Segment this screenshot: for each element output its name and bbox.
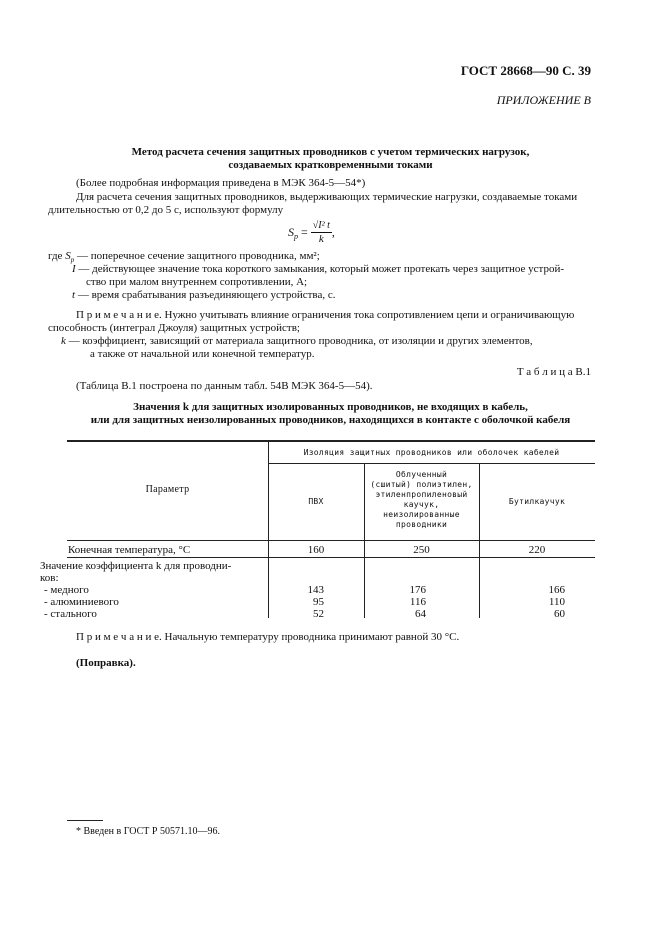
row-k-label-line1: Значение коэффициента k для проводни- xyxy=(40,560,232,572)
steel-pvc: 52 xyxy=(313,608,324,620)
note1-line2: способность (интеграл Джоуля) защитных устройств; xyxy=(48,322,300,334)
table-group-rule xyxy=(268,463,595,464)
note2-label: П р и м е ч а н и е. xyxy=(76,631,162,643)
param-header: Параметр xyxy=(145,484,190,495)
col-header-pe xyxy=(364,470,479,530)
table-source: (Таблица В.1 построена по данным табл. 54В МЭК 364-5—54). xyxy=(76,380,373,392)
table-title-line2: или для защитных неизолированных проводников, находящихся в контакте с оболочкой кабеля xyxy=(90,414,571,426)
intro-paragraph-line1: Для расчета сечения защитных проводников, выдерживающих термические нагрузки, создаваемые токами xyxy=(76,191,578,203)
where-i-line2: ство при малом внутреннем сопротивлении, А; xyxy=(86,276,308,288)
copper-pvc: 143 xyxy=(307,584,324,596)
row-copper-label: - медного xyxy=(44,584,89,596)
where-t-text: — время срабатывания разъединяющего устройства, с. xyxy=(77,289,336,301)
appendix-label: ПРИЛОЖЕНИЕ В xyxy=(496,93,591,107)
formula-lhs: S xyxy=(288,224,294,239)
col-header-pe-line6: проводники xyxy=(395,520,448,529)
where-s-symbol: S xyxy=(65,250,71,262)
col-header-pe-line3: этиленпропиленовый xyxy=(375,490,468,499)
col-header-pe-line4: каучук, xyxy=(403,500,440,509)
row-aluminium-label: - алюминиевого xyxy=(44,596,119,608)
where-t-line xyxy=(72,289,336,302)
copper-butyl: 166 xyxy=(548,584,565,596)
formula-subscript: p xyxy=(294,232,298,242)
col-header-pe-line1: Облученный xyxy=(395,470,448,479)
table-top-rule xyxy=(67,440,595,442)
formula-numerator: √I² t xyxy=(312,220,330,231)
footnote: * Введен в ГОСТ Р 50571.10—96. xyxy=(76,826,220,837)
k-definition-text: — коэффициент, зависящий от материала защитного проводника, от изоляции и других элементов, xyxy=(68,335,533,347)
note1-label: П р и м е ч а н и е. xyxy=(76,309,162,321)
table-row-rule xyxy=(67,557,595,558)
table-label: Т а б л и ц а В.1 xyxy=(516,366,591,378)
row-k-label-line2: ков: xyxy=(40,572,59,584)
table-header-rule xyxy=(67,540,595,541)
note2-text: Начальную температуру проводника принимают равной 30 °С. xyxy=(164,631,460,643)
amendment: (Поправка). xyxy=(76,657,136,669)
aluminium-butyl: 110 xyxy=(548,596,565,608)
formula-denominator: k xyxy=(318,233,324,245)
where-i-text: — действующее значение тока короткого замыкания, который может протекать через защитное устрой- xyxy=(78,263,565,275)
where-t-symbol: t xyxy=(72,289,76,301)
row-steel-label: - стального xyxy=(44,608,97,620)
formula xyxy=(288,220,335,246)
copper-pe: 176 xyxy=(409,584,426,596)
where-i-symbol: I xyxy=(72,263,76,275)
note1-line1 xyxy=(76,309,574,322)
note1-text: Нужно учитывать влияние ограничения тока сопротивлением цепи и ограничивающую xyxy=(164,309,575,321)
steel-pe: 64 xyxy=(415,608,426,620)
footnote-rule xyxy=(67,820,103,821)
col-header-pe-line2: (сшитый) полиэтилен, xyxy=(370,480,473,489)
where-prefix: где xyxy=(48,250,63,262)
k-definition-line1 xyxy=(61,335,533,348)
col-header-butyl: Бутилкаучук xyxy=(508,497,566,506)
intro-paragraph-line2: длительностью от 0,2 до 5 с, используют формулу xyxy=(48,204,284,216)
aluminium-pe: 116 xyxy=(409,596,426,608)
k-symbol: k xyxy=(61,335,66,347)
where-s-subscript: p xyxy=(70,256,75,265)
formula-comma: , xyxy=(331,224,335,239)
formula-fraction xyxy=(311,220,332,246)
aluminium-pvc: 95 xyxy=(313,596,324,608)
final-temp-pe: 250 xyxy=(413,544,430,556)
note2 xyxy=(76,631,459,644)
section-title-line2: создаваемых кратковременными токами xyxy=(228,159,433,171)
final-temp-pvc: 160 xyxy=(307,544,325,556)
where-s-text: — поперечное сечение защитного проводника, мм²; xyxy=(76,250,320,262)
section-title-line1: Метод расчета сечения защитных проводников с учетом термических нагрузок, xyxy=(131,146,530,158)
col-header-pe-line5: неизолированные xyxy=(383,510,460,519)
k-definition-line2: а также от начальной или конечной температур. xyxy=(90,348,315,360)
formula-equals: = xyxy=(301,224,308,239)
final-temp-butyl: 220 xyxy=(528,544,546,556)
row-final-temp-label: Конечная температура, °С xyxy=(68,544,191,556)
reference-paragraph: (Более подробная информация приведена в МЭК 364-5—54*) xyxy=(76,177,366,189)
steel-butyl: 60 xyxy=(554,608,565,620)
group-header: Изоляция защитных проводников или оболочек кабелей xyxy=(303,448,560,457)
document-header: ГОСТ 28668—90 С. 39 xyxy=(460,63,591,78)
table-title-line1: Значения k для защитных изолированных проводников, не входящих в кабель, xyxy=(133,401,528,413)
where-i-line1 xyxy=(72,263,564,276)
col-header-pvc: ПВХ xyxy=(308,497,324,506)
